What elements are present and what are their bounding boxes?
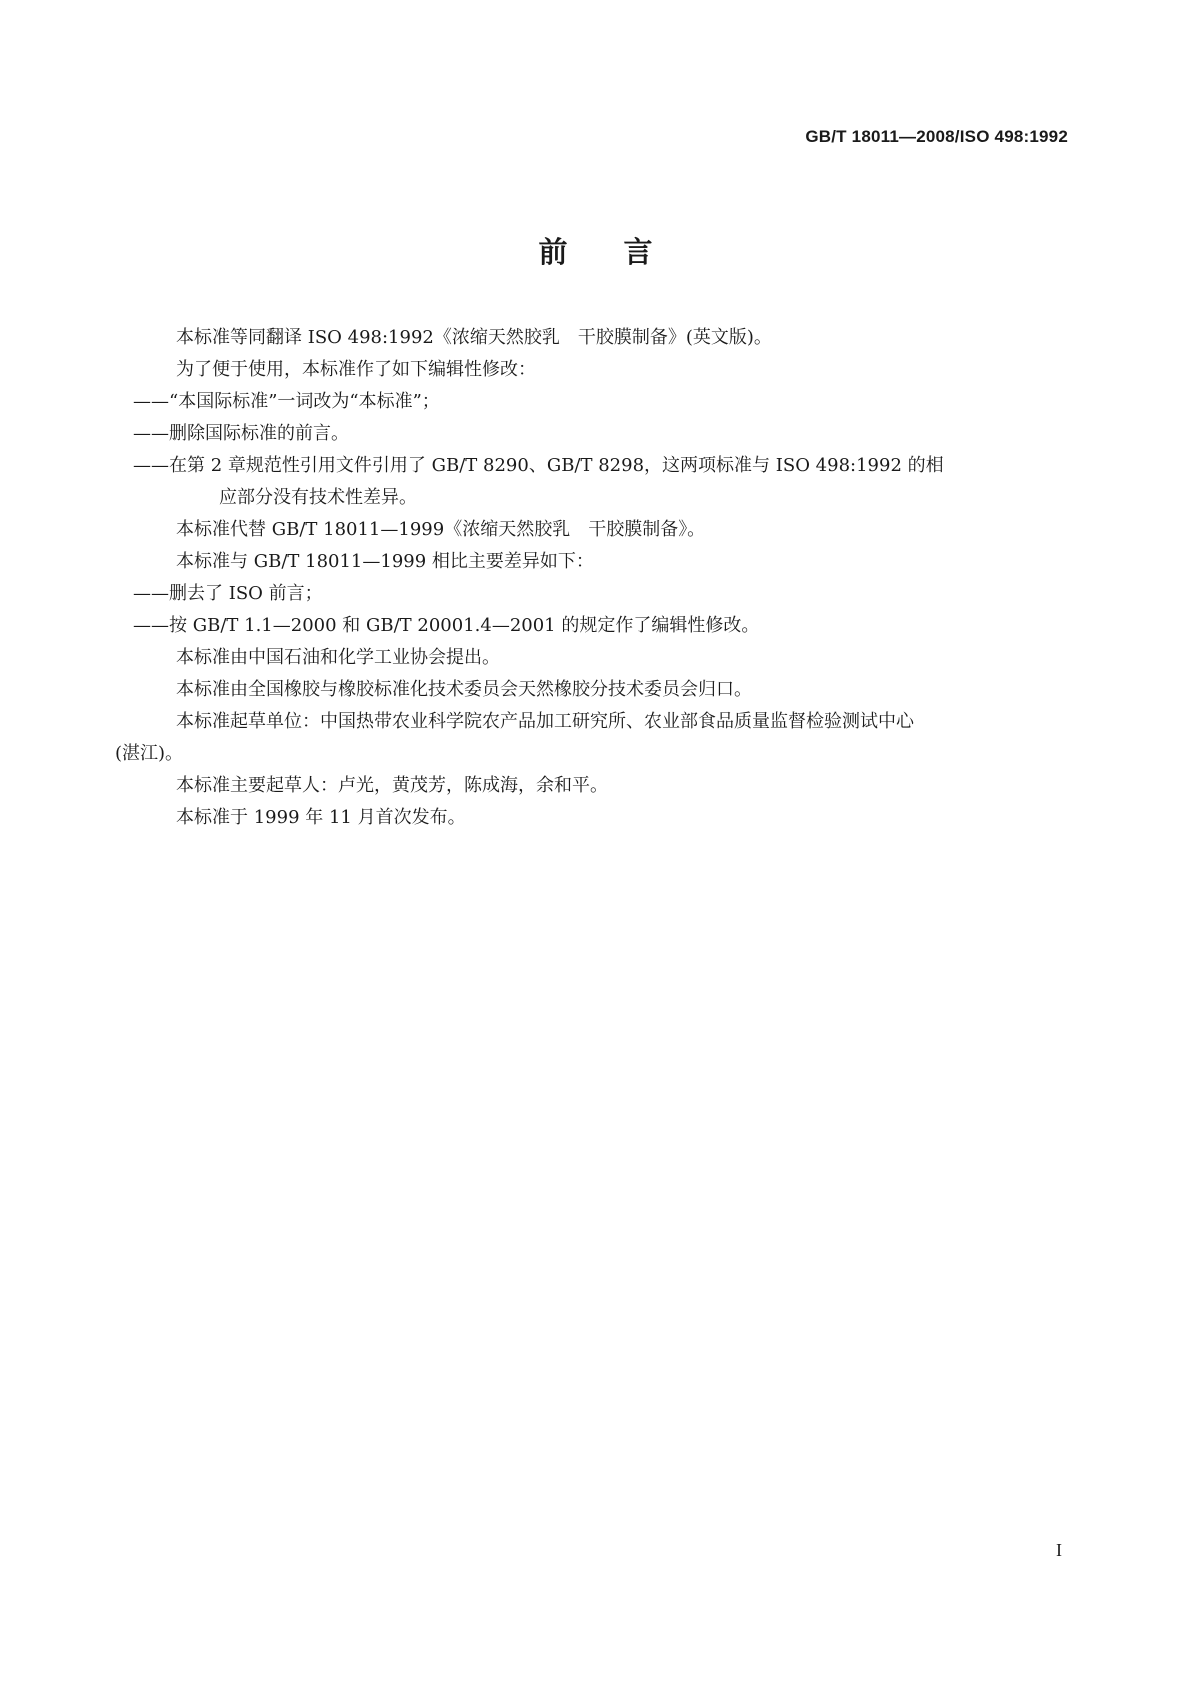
foreword-paragraph: 本标准起草单位：中国热带农业科学院农产品加工研究所、农业部食品质量监督检验测试中心 [176,711,914,732]
foreword-body [115,322,1068,834]
foreword-paragraph: 本标准于 1999 年 11 月首次发布。 [176,807,466,828]
foreword-list-item: ——删去了 ISO 前言； [133,583,323,604]
foreword-list-item: ——“本国际标准”一词改为“本标准”； [133,391,440,412]
foreword-list-item-continuation: 应部分没有技术性差异。 [219,487,417,508]
foreword-paragraph: 本标准由全国橡胶与橡胶标准化技术委员会天然橡胶分技术委员会归口。 [176,679,752,700]
foreword-paragraph-continuation: (湛江)。 [115,743,184,764]
foreword-paragraph: 本标准由中国石油和化学工业协会提出。 [176,647,500,668]
standard-code-header: GB/T 18011—2008/ISO 498:1992 [805,127,1068,146]
foreword-list-item: ——删除国际标准的前言。 [133,423,349,444]
foreword-list-item: ——在第 2 章规范性引用文件引用了 GB/T 8290、GB/T 8298，这两项标准与 ISO 498:1992 的相 [133,455,944,476]
foreword-paragraph: 本标准代替 GB/T 18011—1999《浓缩天然胶乳 干胶膜制备》。 [176,519,706,540]
foreword-paragraph: 为了便于使用，本标准作了如下编辑性修改： [176,359,536,380]
foreword-paragraph: 本标准与 GB/T 18011—1999 相比主要差异如下： [176,551,594,572]
foreword-paragraph: 本标准主要起草人：卢光，黄茂芳，陈成海，余和平。 [176,775,608,796]
foreword-paragraph: 本标准等同翻译 ISO 498:1992《浓缩天然胶乳 干胶膜制备》(英文版)。 [176,327,772,348]
foreword-list-item: ——按 GB/T 1.1—2000 和 GB/T 20001.4—2001 的规定作了编辑性修改。 [133,615,760,636]
page-title: 前言 [538,235,709,269]
page-number: I [1056,1540,1062,1560]
